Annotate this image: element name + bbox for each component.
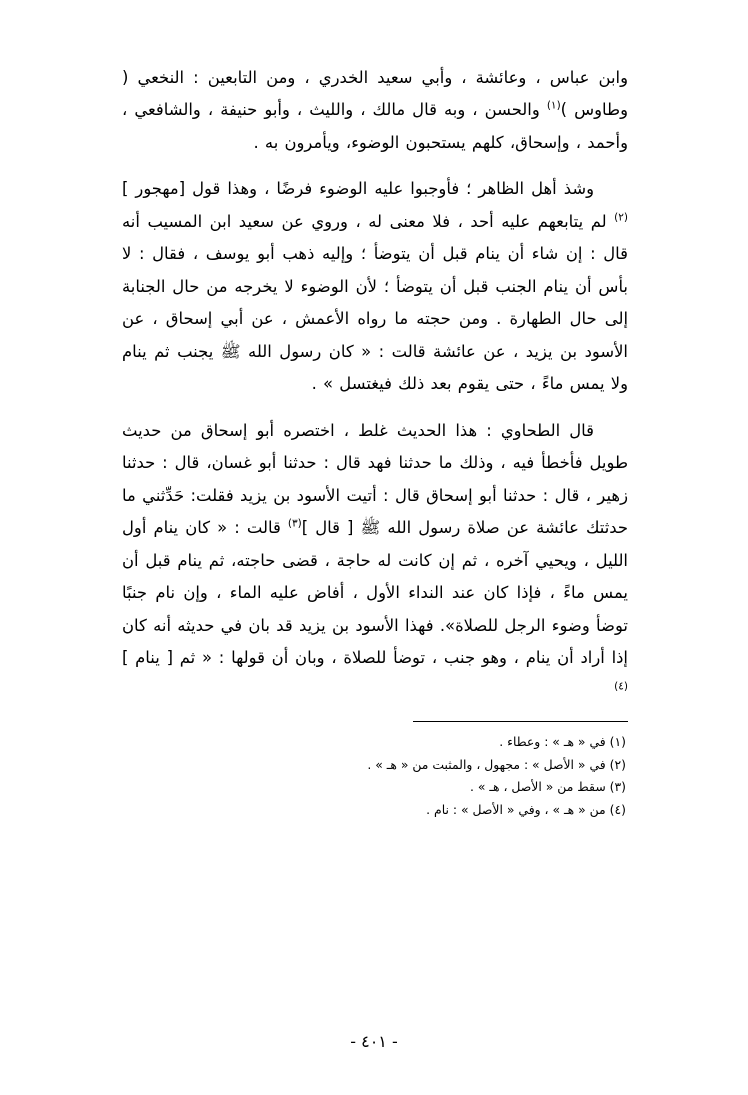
- paragraph-2-text-a: وشذ أهل الظاهر ؛ فأوجبوا عليه الوضوء فرضًا ، وهذا قول [مهجور ]: [122, 179, 594, 199]
- paragraph-2: [122, 173, 628, 400]
- paragraph-2-text-b: لم يتابعهم عليه أحد ، فلا معنى له ، وروي عن سعيد ابن المسيب أنه قال : إن شاء أن ينام قبل أن يتوضأ ؛ وإليه ذهب أبو يوسف ، فقال : لا بأس أن ينام الجنب قبل أن يتوضأ ؛ لأن الوضوء لا يخرجه من حال الجنابة إلى حال الطهارة . ومن حجته ما رواه الأعمش ، عن أبي إسحاق ، عن الأسود بن يزيد ، عن عائشة قالت : « كان رسول الله ﷺ يجنب ثم ينام ولا يمس ماءً ، حتى يقوم بعد ذلك فيغتسل » .: [122, 211, 628, 394]
- page-number: - ٤٠١ -: [350, 1032, 398, 1051]
- footnote-line-4: [122, 799, 626, 822]
- footnote-line-1: [122, 731, 626, 754]
- footnote-text-2: في « الأصل » : مجهول ، والمثبت من « هـ » .: [367, 756, 606, 772]
- footnote-text-4: من « هـ » ، وفي « الأصل » : نام .: [426, 801, 606, 817]
- paragraph-3-text-b: قالت : « كان ينام أول الليل ، ويحيي آخره ، ثم إن كانت له حاجة ، قضى حاجته، ثم ينام قبل أن يمس ماءً ، فإذا كان عند النداء الأول ، أفاض عليه الماء ، وإن نام جنبًا توضأ وضوء الرجل للصلاة». فهذا الأسود بن يزيد قد بان في حديثه أنه كان إذا أراد أن ينام ، وهو جنب ، توضأ للصلاة ، وبان أن قولها : « ثم [ ينام ]: [122, 518, 628, 668]
- paragraph-1-text-a: وابن عباس ، وعائشة ، وأبي سعيد الخدري ، ومن التابعين : النخعي ( وطاوس ): [122, 68, 628, 120]
- footnote-marker-4: (٤): [609, 801, 626, 817]
- footnote-separator-rule: [413, 721, 628, 722]
- footnote-ref-3: (٣): [287, 517, 302, 530]
- footnote-text-1: في « هـ » : وعطاء .: [499, 734, 606, 750]
- footnote-text-3: سقط من « الأصل ، هـ » .: [469, 779, 606, 795]
- paragraph-3: [122, 415, 628, 707]
- footnote-line-3: [122, 776, 626, 799]
- footnote-ref-2: (٢): [614, 211, 628, 224]
- paragraph-1: [122, 62, 628, 159]
- footnotes-section: [122, 731, 628, 821]
- footnote-marker-1: (١): [609, 734, 626, 750]
- footnote-ref-4: (٤): [614, 680, 628, 693]
- footnote-marker-2: (٢): [609, 756, 626, 772]
- footnote-ref-1: (١): [546, 100, 561, 113]
- body-text: [122, 62, 628, 707]
- paragraph-1-text-b: والحسن ، وبه قال مالك ، والليث ، وأبو حنيفة ، والشافعي ، وأحمد ، وإسحاق، كلهم يستحبون الوضوء، ويأمرون به .: [122, 100, 628, 152]
- footnote-separator-wrap: [122, 721, 628, 722]
- footnote-marker-3: (٣): [609, 779, 626, 795]
- paragraph-3-text-a: قال الطحاوي : هذا الحديث غلط ، اختصره أبو إسحاق من حديث طويل فأخطأ فيه ، وذلك ما حدثنا فهد قال : حدثنا أبو غسان، قال : حدثنا زهير ، قال : حدثنا أبو إسحاق قال : أتيت الأسود بن يزيد فقلت: حَدِّثني ما حدثتك عائشة عن صلاة رسول الله ﷺ [ قال ]: [122, 420, 628, 538]
- footnote-line-2: [122, 754, 626, 777]
